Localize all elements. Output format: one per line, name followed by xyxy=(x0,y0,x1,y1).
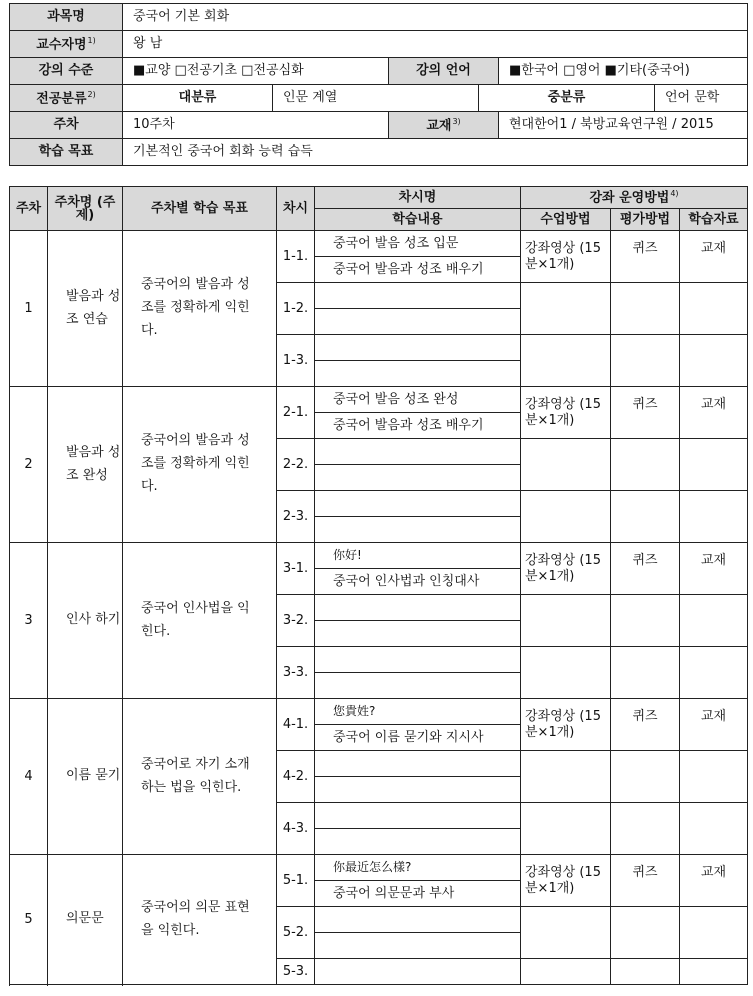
session-method xyxy=(521,647,611,699)
professor-value: 왕 남 xyxy=(123,31,748,58)
session-evaluation: 퀴즈 xyxy=(611,855,680,907)
session-code: 3-3. xyxy=(277,647,315,699)
session-method xyxy=(521,907,611,959)
session-code: 3-1. xyxy=(277,543,315,595)
session-row xyxy=(10,855,748,881)
session-method xyxy=(521,751,611,803)
week-number: 1 xyxy=(10,231,48,387)
course-value: 중국어 기본 회화 xyxy=(123,4,748,31)
major-category-label: 대분류 xyxy=(123,85,273,112)
session-content xyxy=(315,673,521,699)
session-code: 4-1. xyxy=(277,699,315,751)
session-method xyxy=(521,803,611,855)
session-method xyxy=(521,595,611,647)
session-material: 교재 xyxy=(680,387,748,439)
session-material xyxy=(680,439,748,491)
major-footnote: 2) xyxy=(87,89,96,99)
major-row xyxy=(10,85,748,112)
textbook-label-cell xyxy=(389,112,499,139)
header-material: 학습자료 xyxy=(680,209,748,231)
week-topic: 이름 묻기 xyxy=(48,699,123,855)
session-title xyxy=(315,439,521,465)
week-objective: 중국어의 발음과 성조를 정확하게 익힌다. xyxy=(123,231,277,387)
session-material xyxy=(680,647,748,699)
week-objective: 중국어 인사법을 익힌다. xyxy=(123,543,277,699)
session-evaluation: 퀴즈 xyxy=(611,699,680,751)
session-content xyxy=(315,777,521,803)
session-content: 중국어 의문문과 부사 xyxy=(315,881,521,907)
session-content xyxy=(315,465,521,491)
schedule-body xyxy=(10,231,748,985)
textbook-value: 현대한어1 / 북방교육연구원 / 2015 xyxy=(499,112,748,139)
session-code: 4-2. xyxy=(277,751,315,803)
operation-footnote: 4) xyxy=(670,189,679,199)
session-method xyxy=(521,959,611,985)
session-evaluation xyxy=(611,439,680,491)
session-code: 3-2. xyxy=(277,595,315,647)
session-material xyxy=(680,335,748,387)
week-topic: 발음과 성조 연습 xyxy=(48,231,123,387)
session-material: 교재 xyxy=(680,855,748,907)
session-material xyxy=(680,491,748,543)
week-topic: 발음과 성조 완성 xyxy=(48,387,123,543)
session-method: 강좌영상 (15분×1개) xyxy=(521,387,611,439)
session-code: 5-3. xyxy=(277,959,315,985)
header-objective: 주차별 학습 목표 xyxy=(123,187,277,231)
session-content: 중국어 발음과 성조 배우기 xyxy=(315,257,521,283)
week-topic: 인사 하기 xyxy=(48,543,123,699)
session-title: 您貴姓? xyxy=(315,699,521,725)
session-evaluation: 퀴즈 xyxy=(611,543,680,595)
week-number: 4 xyxy=(10,699,48,855)
session-material xyxy=(680,283,748,335)
session-title xyxy=(315,803,521,829)
session-method: 강좌영상 (15분×1개) xyxy=(521,543,611,595)
session-evaluation xyxy=(611,283,680,335)
week-objective: 중국어의 의문 표현을 익힌다. xyxy=(123,855,277,985)
goal-row xyxy=(10,139,748,166)
session-material xyxy=(680,907,748,959)
session-title: 你好! xyxy=(315,543,521,569)
header-session: 차시 xyxy=(277,187,315,231)
session-evaluation xyxy=(611,595,680,647)
minor-category-value: 언어 문학 xyxy=(655,85,748,112)
session-code: 2-2. xyxy=(277,439,315,491)
session-row xyxy=(10,231,748,257)
course-info-table xyxy=(9,3,748,166)
session-title xyxy=(315,283,521,309)
session-content xyxy=(315,829,521,855)
session-code: 4-3. xyxy=(277,803,315,855)
session-material xyxy=(680,751,748,803)
session-evaluation xyxy=(611,959,680,985)
goal-value: 기본적인 중국어 회화 능력 습득 xyxy=(123,139,748,166)
header-session-name: 차시명 xyxy=(315,187,521,209)
course-row xyxy=(10,4,748,31)
week-value: 10주차 xyxy=(123,112,389,139)
session-evaluation xyxy=(611,751,680,803)
week-number: 5 xyxy=(10,855,48,985)
major-category-value: 인문 계열 xyxy=(273,85,479,112)
session-evaluation xyxy=(611,803,680,855)
session-method xyxy=(521,335,611,387)
week-number: 3 xyxy=(10,543,48,699)
week-number: 2 xyxy=(10,387,48,543)
session-content: 중국어 인사법과 인칭대사 xyxy=(315,569,521,595)
session-code: 2-3. xyxy=(277,491,315,543)
session-evaluation xyxy=(611,491,680,543)
session-evaluation xyxy=(611,907,680,959)
major-label-cell xyxy=(10,85,123,112)
session-content xyxy=(315,361,521,387)
level-label: 강의 수준 xyxy=(10,58,123,85)
header-week: 주차 xyxy=(10,187,48,231)
session-title xyxy=(315,595,521,621)
header-topic: 주차명 (주제) xyxy=(48,187,123,231)
level-options: ■교양 □전공기초 □전공심화 xyxy=(123,58,389,85)
session-method xyxy=(521,283,611,335)
week-objective: 중국어의 발음과 성조를 정확하게 익힌다. xyxy=(123,387,277,543)
session-content: 중국어 발음과 성조 배우기 xyxy=(315,413,521,439)
major-label: 전공분류 xyxy=(36,90,87,106)
professor-footnote: 1) xyxy=(87,35,96,45)
session-code: 5-2. xyxy=(277,907,315,959)
session-method: 강좌영상 (15분×1개) xyxy=(521,231,611,283)
week-topic: 의문문 xyxy=(48,855,123,985)
week-label: 주차 xyxy=(10,112,123,139)
session-row xyxy=(10,699,748,725)
session-code: 1-2. xyxy=(277,283,315,335)
session-method: 강좌영상 (15분×1개) xyxy=(521,855,611,907)
session-content xyxy=(315,517,521,543)
header-operation-cell xyxy=(521,187,748,209)
session-title: 중국어 발음 성조 완성 xyxy=(315,387,521,413)
session-content xyxy=(315,309,521,335)
session-method xyxy=(521,439,611,491)
session-material: 교재 xyxy=(680,543,748,595)
header-evaluation: 평가방법 xyxy=(611,209,680,231)
session-material: 교재 xyxy=(680,699,748,751)
session-title xyxy=(315,491,521,517)
level-row xyxy=(10,58,748,85)
session-evaluation xyxy=(611,335,680,387)
professor-row xyxy=(10,31,748,58)
session-content xyxy=(315,933,521,959)
schedule-header-row-1 xyxy=(10,187,748,209)
professor-label: 교수자명 xyxy=(36,36,87,52)
session-title: 你最近怎么樣? xyxy=(315,855,521,881)
session-evaluation: 퀴즈 xyxy=(611,231,680,283)
session-code: 1-3. xyxy=(277,335,315,387)
session-material xyxy=(680,959,748,985)
session-content: 중국어 이름 묻기와 지시사 xyxy=(315,725,521,751)
session-row xyxy=(10,543,748,569)
session-content xyxy=(315,621,521,647)
session-material xyxy=(680,803,748,855)
session-material xyxy=(680,595,748,647)
textbook-footnote: 3) xyxy=(452,116,461,126)
course-label: 과목명 xyxy=(10,4,123,31)
textbook-label: 교재 xyxy=(426,117,452,133)
session-line1 xyxy=(315,959,521,985)
session-row xyxy=(10,387,748,413)
goal-label: 학습 목표 xyxy=(10,139,123,166)
session-title xyxy=(315,907,521,933)
session-code: 5-1. xyxy=(277,855,315,907)
session-evaluation xyxy=(611,647,680,699)
professor-label-cell xyxy=(10,31,123,58)
session-title xyxy=(315,751,521,777)
week-row xyxy=(10,112,748,139)
session-title xyxy=(315,647,521,673)
language-label: 강의 언어 xyxy=(389,58,499,85)
session-material: 교재 xyxy=(680,231,748,283)
session-code: 2-1. xyxy=(277,387,315,439)
session-title: 중국어 발음 성조 입문 xyxy=(315,231,521,257)
minor-category-label: 중분류 xyxy=(479,85,655,112)
session-title xyxy=(315,335,521,361)
header-content: 학습내용 xyxy=(315,209,521,231)
session-method xyxy=(521,491,611,543)
header-method: 수업방법 xyxy=(521,209,611,231)
session-evaluation: 퀴즈 xyxy=(611,387,680,439)
week-objective: 중국어로 자기 소개하는 법을 익힌다. xyxy=(123,699,277,855)
weekly-schedule-table xyxy=(9,186,748,985)
session-method: 강좌영상 (15분×1개) xyxy=(521,699,611,751)
header-operation: 강좌 운영방법 xyxy=(589,190,670,206)
session-code: 1-1. xyxy=(277,231,315,283)
language-options: ■한국어 □영어 ■기타(중국어) xyxy=(499,58,748,85)
